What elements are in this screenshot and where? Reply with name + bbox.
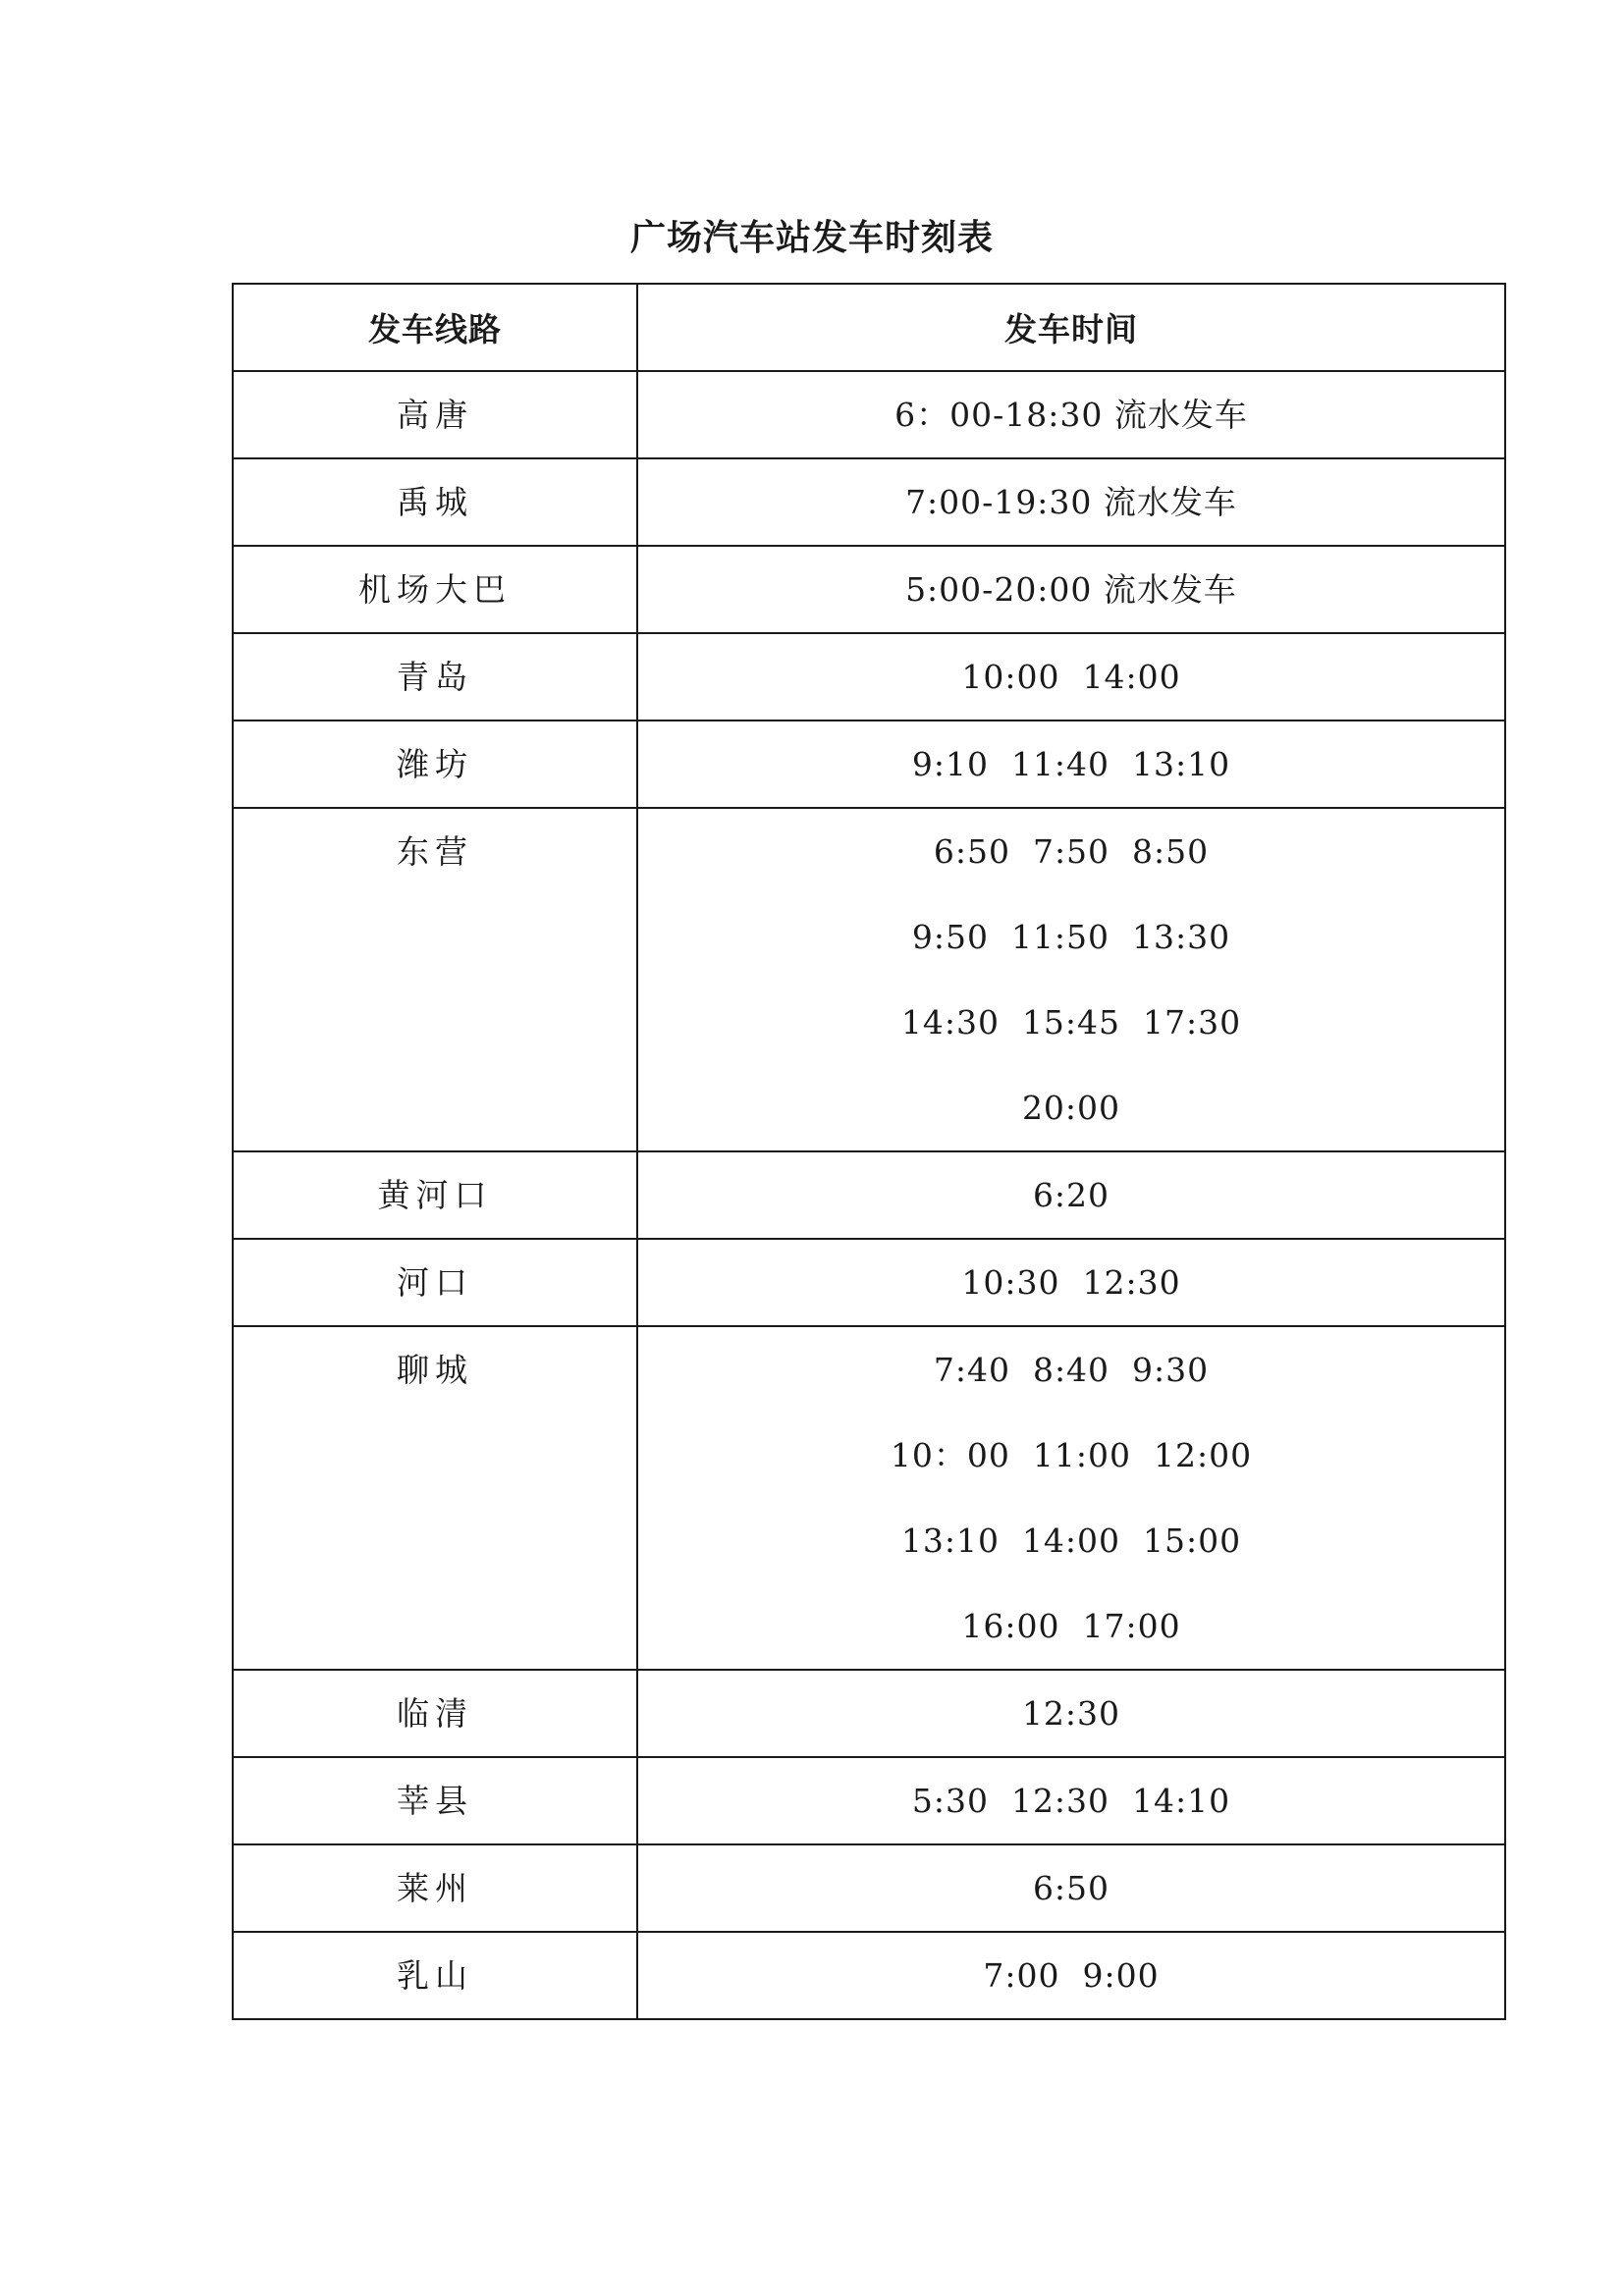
table-row <box>233 633 1505 721</box>
departure-times-cell <box>637 1757 1505 1844</box>
header-route: 发车线路 <box>233 284 637 371</box>
departure-times-cell <box>637 808 1505 1151</box>
departure-times-line: 6:20 <box>1032 1176 1110 1214</box>
route-cell <box>233 721 637 808</box>
table-body <box>233 371 1505 2019</box>
table-row <box>233 1326 1505 1670</box>
route-cell <box>233 1151 637 1239</box>
route-name: 黄河口 <box>377 1176 493 1214</box>
departure-times-cell <box>637 1932 1505 2019</box>
departure-times-cell <box>637 1239 1505 1326</box>
departure-times-line: 10：00 11:00 12:00 <box>890 1436 1253 1474</box>
route-name: 临清 <box>397 1694 473 1733</box>
route-name: 莘县 <box>397 1782 473 1820</box>
route-name: 高唐 <box>397 396 473 434</box>
departure-times-cell <box>637 546 1505 633</box>
route-cell <box>233 1670 637 1757</box>
table-row <box>233 458 1505 546</box>
table-row <box>233 1151 1505 1239</box>
route-cell <box>233 458 637 546</box>
route-cell <box>233 546 637 633</box>
route-name: 潍坊 <box>397 745 473 783</box>
table-row <box>233 1844 1505 1932</box>
route-cell <box>233 633 637 721</box>
departure-times-cell <box>637 371 1505 458</box>
departure-times-cell <box>637 1670 1505 1757</box>
departure-times-line: 6:50 <box>1032 1869 1110 1907</box>
departure-times-line: 10:30 12:30 <box>961 1263 1181 1302</box>
table-row <box>233 808 1505 1151</box>
departure-times-line: 9:50 11:50 13:30 <box>911 918 1231 956</box>
departure-times-line: 6:50 7:50 8:50 <box>933 832 1210 871</box>
route-name: 禹城 <box>397 483 473 521</box>
route-name: 青岛 <box>397 658 473 696</box>
route-cell <box>233 1844 637 1932</box>
departure-times-cell <box>637 1151 1505 1239</box>
route-cell <box>233 371 637 458</box>
departure-times-cell <box>637 633 1505 721</box>
route-name: 机场大巴 <box>358 570 512 609</box>
departure-times-line: 5:30 12:30 14:10 <box>911 1782 1231 1820</box>
departure-times-line: 6：00-18:30 流水发车 <box>894 396 1248 434</box>
table-row <box>233 371 1505 458</box>
route-name: 河口 <box>397 1263 473 1302</box>
departure-times-line: 16:00 17:00 <box>961 1607 1181 1645</box>
departure-times-line: 14:30 15:45 17:30 <box>900 1003 1242 1041</box>
departure-times-line: 9:10 11:40 13:10 <box>911 745 1231 783</box>
table-row <box>233 1670 1505 1757</box>
table-header-row <box>233 284 1505 371</box>
route-cell <box>233 1326 637 1670</box>
table-row <box>233 1239 1505 1326</box>
route-name: 乳山 <box>397 1956 473 1995</box>
header-times: 发车时间 <box>637 284 1505 371</box>
route-cell <box>233 1932 637 2019</box>
table-row <box>233 1757 1505 1844</box>
route-name: 东营 <box>397 832 473 871</box>
route-name: 聊城 <box>397 1351 473 1389</box>
departure-times-line: 7:40 8:40 9:30 <box>933 1351 1210 1389</box>
route-cell <box>233 808 637 1151</box>
departure-times-cell <box>637 1326 1505 1670</box>
schedule-table <box>232 283 1506 2020</box>
departure-times-line: 20:00 <box>1021 1089 1121 1127</box>
departure-times-cell <box>637 721 1505 808</box>
route-name: 莱州 <box>397 1869 473 1907</box>
departure-times-line: 7:00-19:30 流水发车 <box>905 483 1237 521</box>
departure-times-cell <box>637 1844 1505 1932</box>
departure-times-line: 10:00 14:00 <box>961 658 1181 696</box>
route-cell <box>233 1757 637 1844</box>
table-row <box>233 1932 1505 2019</box>
page-title: 广场汽车站发车时刻表 <box>629 218 994 258</box>
table-row <box>233 721 1505 808</box>
departure-times-line: 5:00-20:00 流水发车 <box>905 570 1237 609</box>
departure-times-line: 12:30 <box>1021 1694 1121 1733</box>
table-row <box>233 546 1505 633</box>
departure-times-line: 7:00 9:00 <box>983 1956 1160 1995</box>
departure-times-cell <box>637 458 1505 546</box>
route-cell <box>233 1239 637 1326</box>
departure-times-line: 13:10 14:00 15:00 <box>900 1522 1242 1560</box>
